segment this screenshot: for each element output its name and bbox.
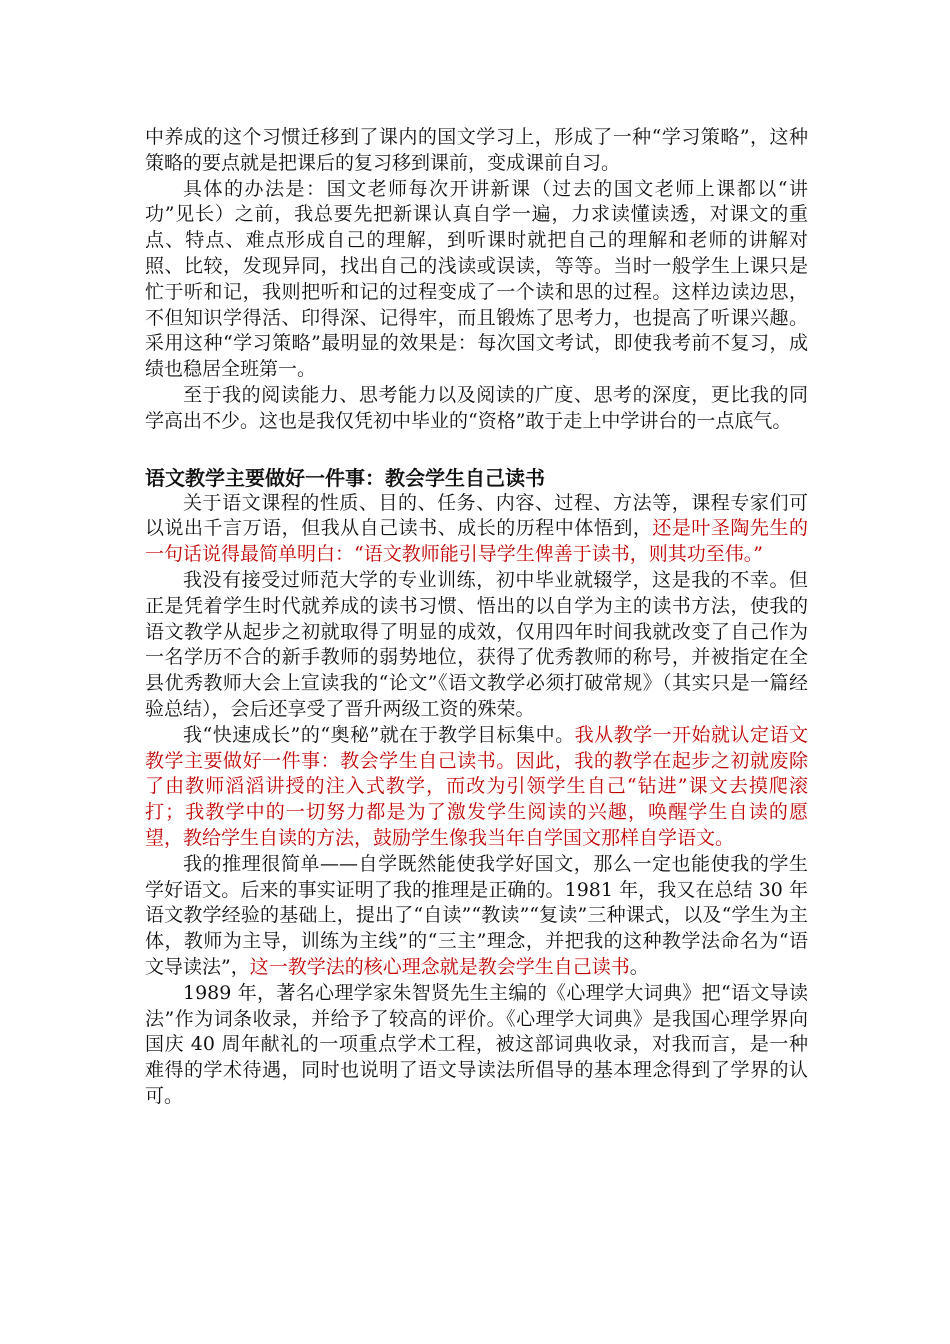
paragraph-method: 具体的办法是：国文老师每次开讲新课（过去的国文老师上课都以“讲功”见长）之前，我总要先把新课认真自学一遍，力求读懂读透，对课文的重点、特点、难点形成自己的理解，到听课时就把自己的理解和老师的讲解对照、比较，发现异同，找出自己的浅读或误读，等等。当时一般学生上课只是忙于听和记，我则把听和记的过程变成了一个读和思的过程。这样边读边思，不但知识学得活、印得深、记得牢，而且锻炼了思考力，也提高了听课兴趣。采用这种“学习策略”最明显的效果是：每次国文考试，即使我考前不复习，成绩也稳居全班第一。 <box>145 177 808 381</box>
section-heading: 语文教学主要做好一件事：教会学生自己读书 <box>145 465 545 490</box>
paragraph-text: 我“快速成长”的“奥秘”就在于教学目标集中。 <box>183 723 575 746</box>
document-page <box>145 125 808 1110</box>
paragraph-dictionary: 1989 年，著名心理学家朱智贤先生主编的《心理学大词典》把“语文导读法”作为词条收录，并给予了较高的评价。《心理学大词典》是我国心理学界向国庆 40 周年献礼的一项重点学术工程，被这部词典收录，对我而言，是一种难得的学术待遇，同时也说明了语文导读法所倡导的基本理念得到了学界的认可。 <box>145 981 808 1107</box>
highlighted-quote: 还是叶圣陶先生的一句话说得最简单明白：“语文教师能引导学生俾善于读书，则其功至伟。” <box>145 517 808 566</box>
paragraph-curriculum <box>145 491 808 568</box>
paragraph-secret <box>145 723 808 852</box>
highlighted-text: 这一教学法的核心理念就是教会学生自己读书 <box>249 955 630 978</box>
paragraph-text: 关于语文课程的性质、目的、任务、内容、过程、方法等，课程专家们可以说出千言万语，但我从自己读书、成长的历程中体悟到， <box>145 491 808 540</box>
highlighted-text: 我从教学一开始就认定语文教学主要做好一件事：教会学生自己读书。因此，我的教学在起步之初就废除了由教师滔滔讲授的注入式教学，而改为引领学生自己“钻进”课文去摸爬滚打；我教学中的一切努力都是为了激发学生阅读的兴趣，唤醒学生自读的愿望，教给学生自读的方法，鼓励学生像我当年自学国文那样自学语文。 <box>145 723 808 849</box>
paragraph-text: 我的推理很简单——自学既然能使我学好国文，那么一定也能使我的学生学好语文。后来的事实证明了我的推理是正确的。1981 年，我又在总结 30 年语文教学经验的基础上，提出了“自读”“教读”“复读”三种课式，以及“学生为主体，教师为主导，训练为主线”的“三主”理念，并把我的这种教学法命名为“语文导读法”， <box>145 852 808 978</box>
paragraph-ability: 至于我的阅读能力、思考能力以及阅读的广度、思考的深度，更比我的同学高出不少。这也是我仅凭初中毕业的“资格”敢于走上中学讲台的一点底气。 <box>145 383 808 432</box>
paragraph-reasoning <box>145 852 808 981</box>
paragraph-background: 我没有接受过师范大学的专业训练，初中毕业就辍学，这是我的不幸。但正是凭着学生时代就养成的读书习惯、悟出的以自学为主的读书方法，使我的语文教学从起步之初就取得了明显的成效，仅用四年时间我就改变了自己作为一名学历不合的新手教师的弱势地位，获得了优秀教师的称号，并被指定在全县优秀教师大会上宣读我的“论文”《语文教学必须打破常规》（其实只是一篇经验总结），会后还享受了晋升两级工资的殊荣。 <box>145 568 808 720</box>
paragraph-continuation: 中养成的这个习惯迁移到了课内的国文学习上，形成了一种“学习策略”，这种策略的要点就是把课后的复习移到课前，变成课前自习。 <box>145 126 808 174</box>
paragraph-tail: 。 <box>629 955 649 978</box>
